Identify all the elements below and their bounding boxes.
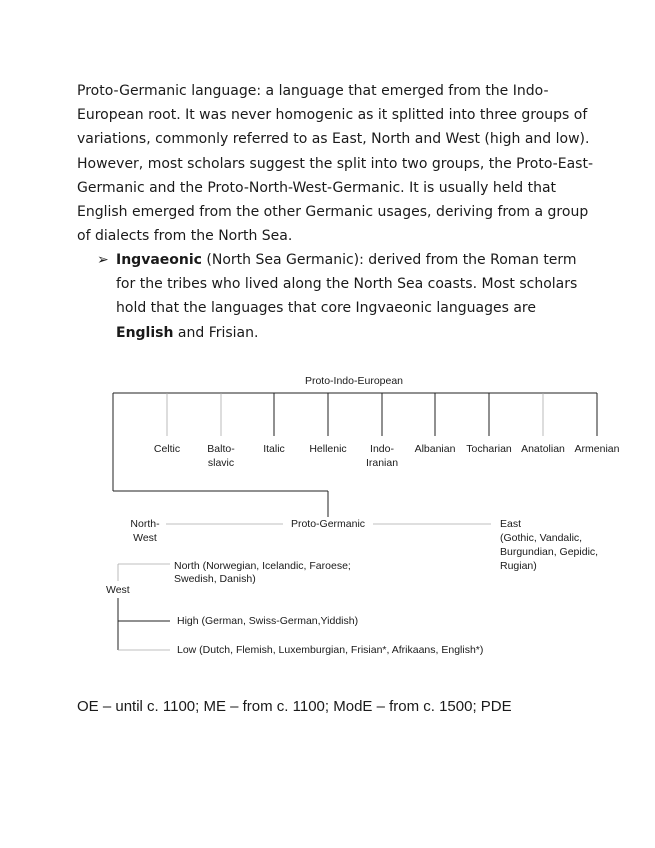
north-label: North (Norwegian, Icelandic, Faroese; xyxy=(174,560,351,572)
north-west-label: North- xyxy=(130,518,160,530)
arrow-bullet-icon: ➢ xyxy=(97,252,109,268)
east-languages-1: (Gothic, Vandalic, xyxy=(500,532,583,544)
east-label: East xyxy=(500,518,522,530)
branch-armenian: Armenian xyxy=(574,443,620,455)
ingvaeonic-gloss: (North Sea Germanic): derived from the Roman term for the tribes who lived along the North Sea coasts. Most scholars hold that the languages that core Ingvaeonic languages are xyxy=(116,252,578,317)
root-label: Proto-Indo-European xyxy=(304,375,404,387)
intro-paragraph: Proto-Germanic language: a language that emerged from the Indo-European root. It was never homogenic as it splitted into three groups of variations, commonly referred to as East, North and West (high and low). However, most scholars suggest the split into two groups, the Proto-East-Germanic and the Proto-North-West-Germanic. It is usually held that English emerged from the other Germanic usages, deriving from a group of dialects from the North Sea. xyxy=(77,83,593,245)
east-languages-2: Burgundian, Gepidic, xyxy=(500,546,599,558)
proto-germanic-label: Proto-Germanic xyxy=(290,518,366,530)
branch-anatolian: Anatolian xyxy=(521,443,565,455)
ingvaeonic-term: Ingvaeonic xyxy=(116,252,202,268)
branch-indo-iranian: Indo- xyxy=(370,443,394,455)
north-label-line2: Swedish, Danish) xyxy=(174,573,256,585)
branch-celtic: Celtic xyxy=(153,443,181,455)
dating-line: OE – until c. 1100; ME – from c. 1100; ModE – from c. 1500; PDE xyxy=(77,698,512,715)
ingvaeonic-end: and Frisian. xyxy=(173,324,259,341)
branch-balto-slavic: Balto- xyxy=(207,443,235,455)
north-west-label-line2: West xyxy=(133,532,157,544)
branch-italic: Italic xyxy=(263,443,285,455)
english-emphasis: English xyxy=(116,324,174,341)
east-languages-3: Rugian) xyxy=(500,560,537,572)
branch-balto-slavic-line2: slavic xyxy=(207,457,235,469)
branch-tocharian: Tocharian xyxy=(466,443,512,455)
branch-indo-iranian-line2: Iranian xyxy=(365,457,399,469)
branch-albanian: Albanian xyxy=(414,443,456,455)
west-label: West xyxy=(106,584,130,596)
high-label: High (German, Swiss-German,Yiddish) xyxy=(177,615,359,627)
low-label: Low (Dutch, Flemish, Luxemburgian, Frisian*, Afrikaans, English*) xyxy=(177,644,484,656)
branch-hellenic: Hellenic xyxy=(309,443,347,455)
